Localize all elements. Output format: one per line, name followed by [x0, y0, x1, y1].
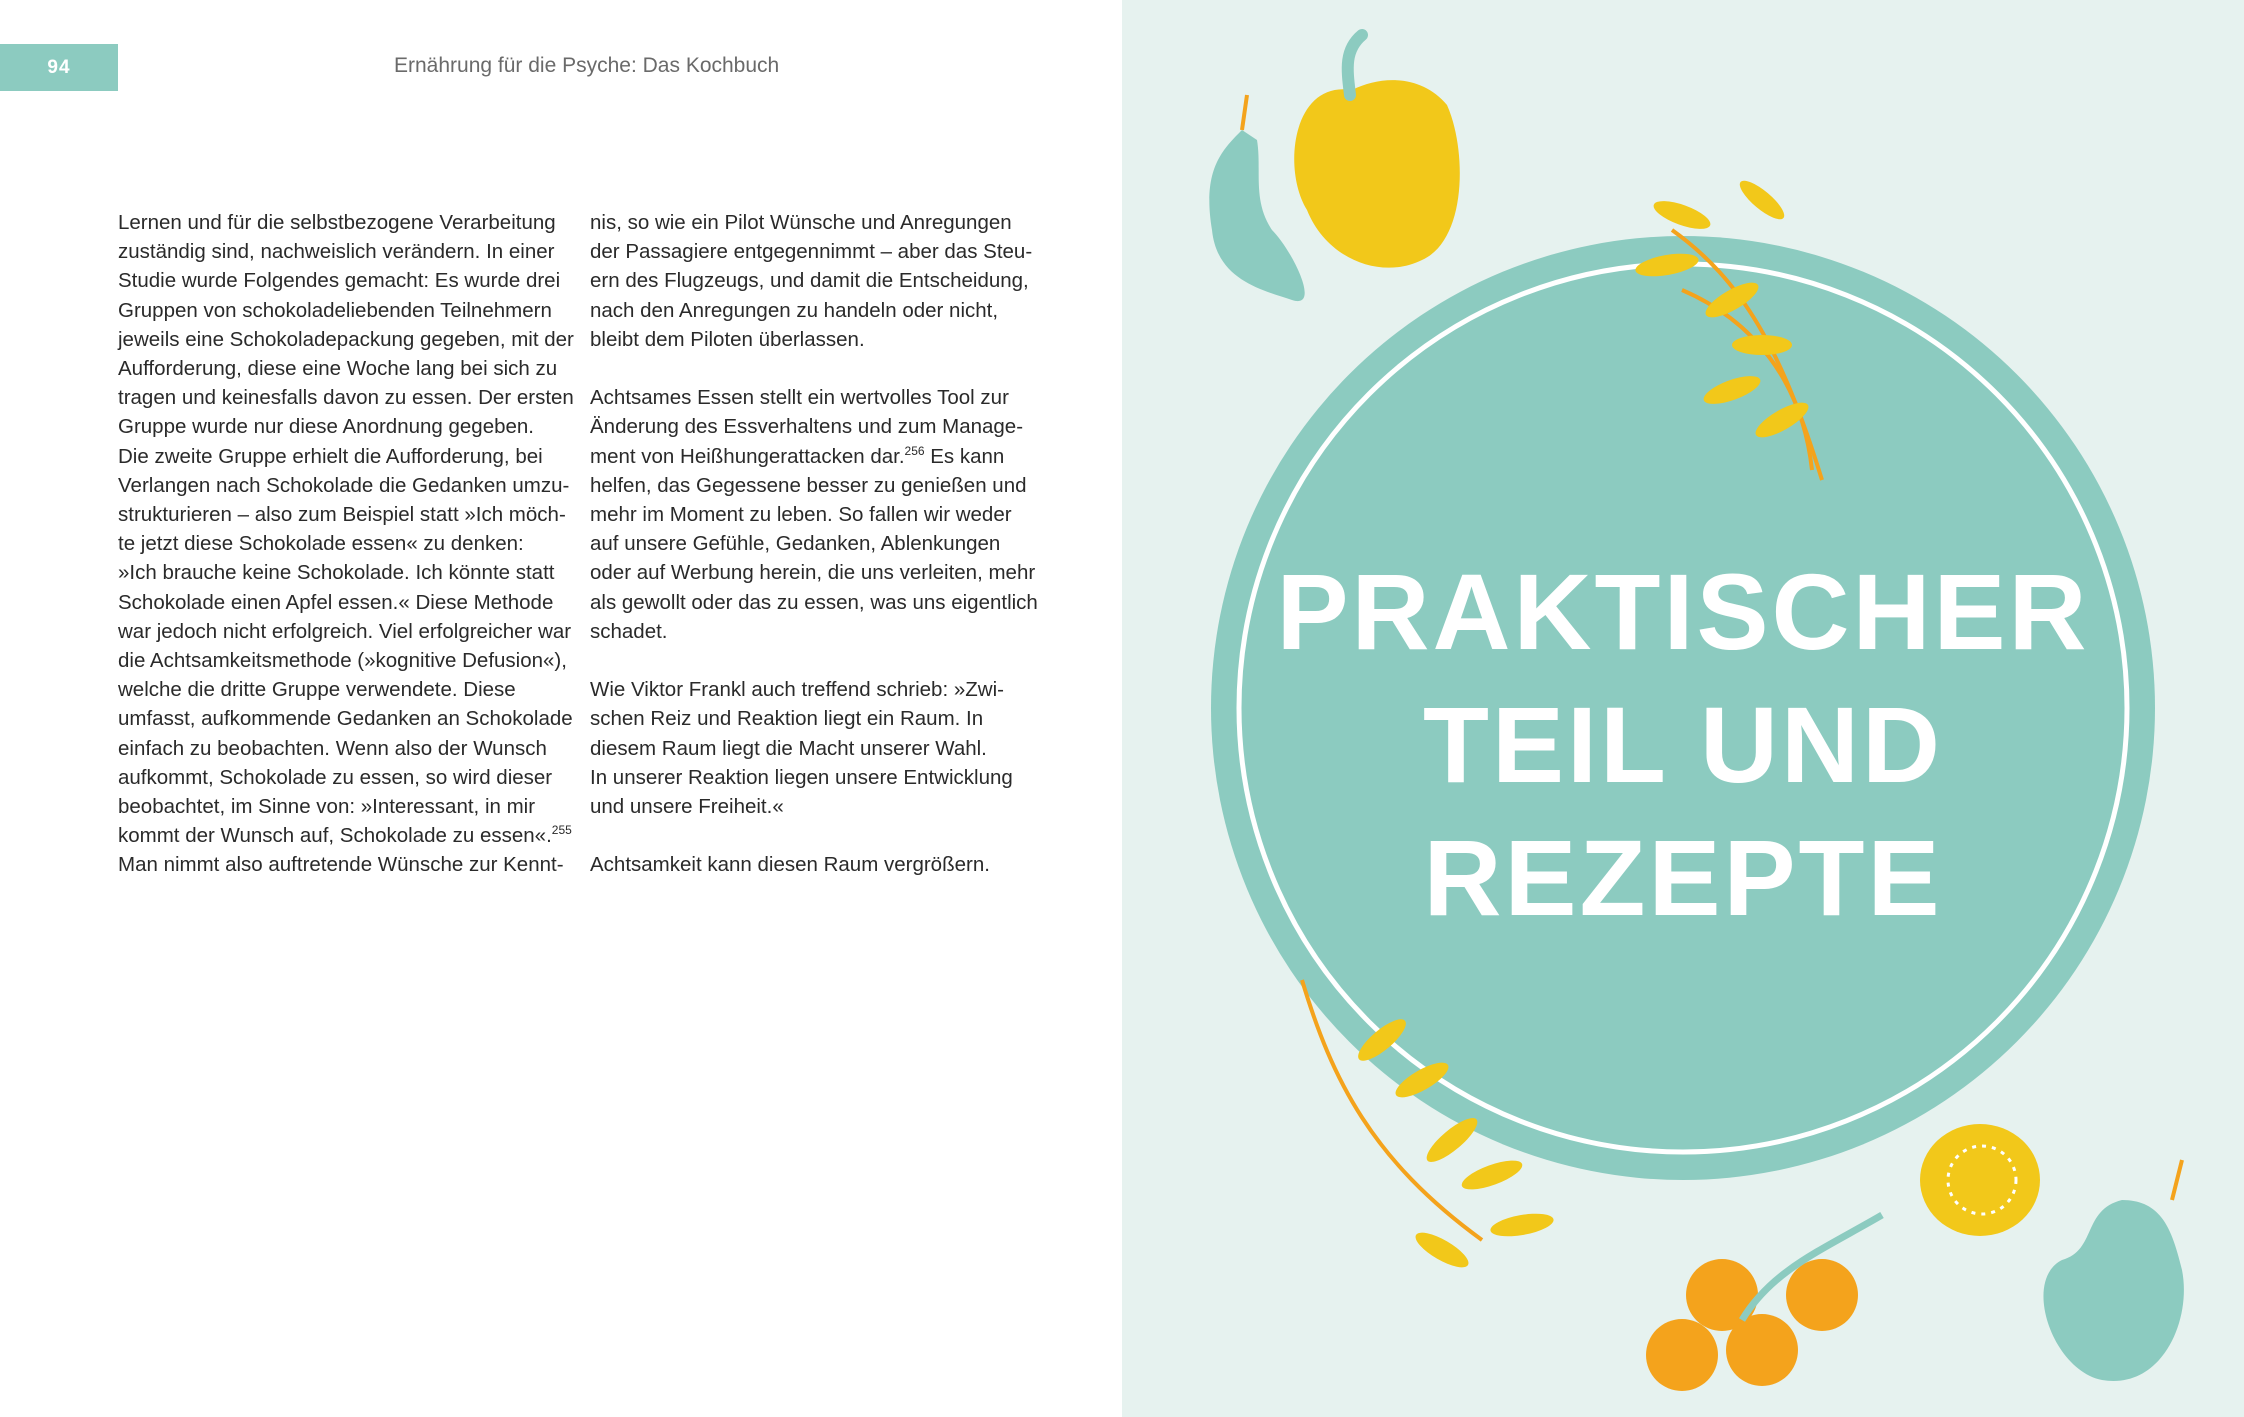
page-number: 94	[0, 44, 118, 91]
text-line: diesem Raum liegt die Macht unserer Wahl.	[590, 736, 987, 760]
paragraph-gap	[590, 354, 1040, 383]
text-line: helfen, das Gegessene besser zu genießen und	[590, 473, 1027, 497]
text-line: welche die dritte Gruppe verwendete. Diese	[118, 678, 516, 702]
chili-pepper-icon	[1209, 95, 1304, 301]
text-line: die Achtsamkeitsmethode (»kognitive Defusion«),	[118, 649, 567, 673]
text-line: Achtsames Essen stellt ein wertvolles Tool zur	[590, 386, 1009, 410]
text-line: Änderung des Essverhaltens und zum Manage-	[590, 415, 1024, 439]
text-line: einfach zu beobachten. Wenn also der Wunsch	[118, 736, 547, 760]
text-line: schen Reiz und Reaktion liegt ein Raum. In	[590, 707, 984, 731]
text-line: nis, so wie ein Pilot Wünsche und Anregungen	[590, 211, 1012, 234]
text-fragment: kommt der Wunsch auf, Schokolade zu essen«.	[118, 824, 552, 848]
text-line: Gruppen von schokoladeliebenden Teilnehmern	[118, 298, 552, 322]
text-line: umfasst, aufkommende Gedanken an Schokolade	[118, 707, 573, 731]
cherry-tomatoes-icon	[1646, 1215, 1882, 1391]
text-line: beobachtet, im Sinne von: »Interessant, in mir	[118, 795, 536, 819]
text-line: und unsere Freiheit.«	[590, 795, 784, 819]
lemon-icon	[1920, 1124, 2040, 1236]
text-line: Die zweite Gruppe erhielt die Aufforderung, bei	[118, 444, 543, 468]
chapter-title	[1210, 545, 2156, 944]
text-line: schadet.	[590, 619, 668, 643]
text-line: mehr im Moment zu leben. So fallen wir weder	[590, 503, 1012, 527]
text-line	[590, 442, 1040, 471]
chapter-opener-page	[1122, 0, 2244, 1417]
text-column-2	[590, 208, 1040, 880]
bell-pepper-icon	[1294, 35, 1460, 268]
text-line: In unserer Reaktion liegen unsere Entwicklung	[590, 765, 1013, 789]
text-line: der Passagiere entgegennimmt – aber das Steu-	[590, 240, 1033, 264]
text-line	[118, 821, 572, 850]
paragraph-gap	[590, 821, 1040, 850]
pear-icon	[2043, 1160, 2183, 1381]
text-line: »Ich brauche keine Schokolade. Ich könnte statt	[118, 561, 555, 585]
footnote-ref[interactable]: 256	[904, 443, 925, 458]
text-line: Studie wurde Folgendes gemacht: Es wurde drei	[118, 269, 561, 293]
text-line: jeweils eine Schokoladepackung gegeben, mit der	[118, 327, 574, 351]
text-line: strukturieren – also zum Beispiel statt »Ich möch-	[118, 503, 566, 527]
paragraph-gap	[590, 646, 1040, 675]
text-column-1	[118, 208, 574, 880]
text-line: Aufforderung, diese eine Woche lang bei sich zu	[118, 357, 558, 381]
chapter-title-line: REZEPTE	[1423, 817, 1943, 938]
text-line: Gruppe wurde nur diese Anordnung gegeben.	[118, 415, 535, 439]
text-line: tragen und keinesfalls davon zu essen. Der ersten	[118, 386, 574, 410]
text-line: Schokolade einen Apfel essen.« Diese Methode	[118, 590, 554, 614]
footnote-ref[interactable]: 255	[551, 823, 572, 838]
text-line: als gewollt oder das zu essen, was uns eigentlich	[590, 590, 1038, 614]
text-line: Verlangen nach Schokolade die Gedanken umzu-	[118, 473, 570, 497]
text-line: zuständig sind, nachweislich verändern. In einer	[118, 240, 555, 264]
text-line: war jedoch nicht erfolgreich. Viel erfolgreicher war	[118, 619, 572, 643]
text-line: nach den Anregungen zu handeln oder nicht,	[590, 298, 999, 322]
text-line: Wie Viktor Frankl auch treffend schrieb: »Zwi-	[590, 678, 1004, 702]
running-title: Ernährung für die Psyche: Das Kochbuch	[394, 54, 780, 77]
chapter-title-line: PRAKTISCHER	[1276, 551, 2090, 672]
chapter-title-line: TEIL UND	[1422, 684, 1944, 805]
text-line: te jetzt diese Schokolade essen« zu denken:	[118, 532, 524, 556]
text-line: auf unsere Gefühle, Gedanken, Ablenkungen	[590, 532, 1001, 556]
text-line: Lernen und für die selbstbezogene Verarbeitung	[118, 211, 556, 234]
text-line: ern des Flugzeugs, und damit die Entscheidung,	[590, 269, 1029, 293]
text-fragment: ment von Heißhungerattacken dar.	[590, 444, 905, 468]
text-line: Achtsamkeit kann diesen Raum vergrößern.	[590, 853, 990, 877]
text-fragment: Es kann	[924, 444, 1005, 468]
text-line: bleibt dem Piloten überlassen.	[590, 327, 865, 351]
text-line: aufkommt, Schokolade zu essen, so wird dieser	[118, 765, 553, 789]
text-line: oder auf Werbung herein, die uns verleiten, mehr	[590, 561, 1036, 585]
text-line: Man nimmt also auftretende Wünsche zur Kennt-	[118, 853, 564, 877]
